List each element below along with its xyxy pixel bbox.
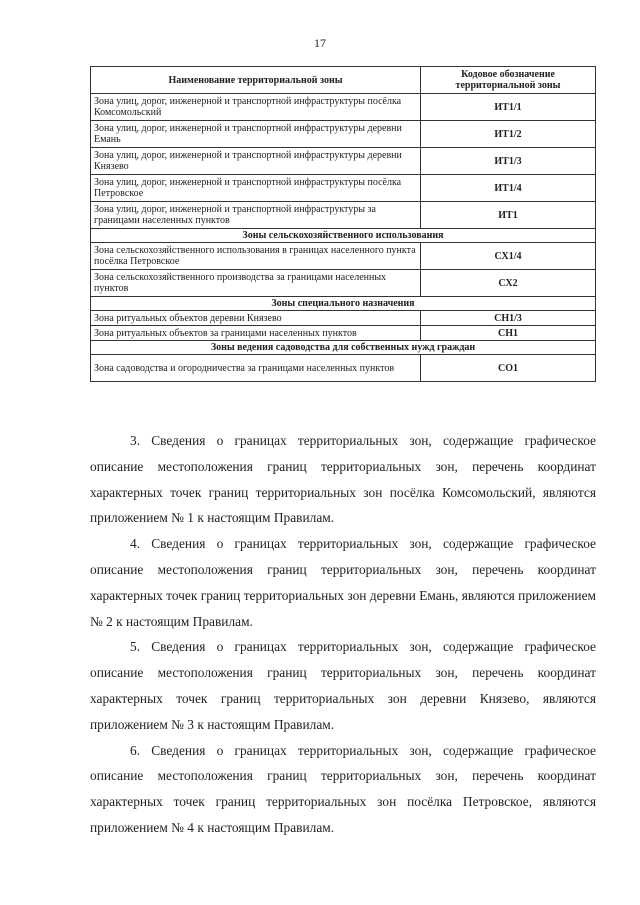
zone-name-cell: Зона улиц, дорог, инженерной и транспортной инфраструктуры посёлка Комсомольский [91, 94, 421, 121]
section-title: Зоны специального назначения [91, 297, 596, 311]
zone-code-cell: СН1 [421, 326, 596, 341]
zone-name-cell: Зона улиц, дорог, инженерной и транспортной инфраструктуры посёлка Петровское [91, 175, 421, 202]
table-section-row [91, 297, 596, 311]
paragraph: 3. Сведения о границах территориальных зон, содержащие графическое описание местоположения границ территориальных зон, перечень координат характерных точек границ территориальных зон посёлка Комсомольский, являются приложением № 1 к настоящим Правилам. [90, 433, 596, 526]
zone-name-cell: Зона ритуальных объектов деревни Князево [91, 311, 421, 326]
paragraph: 4. Сведения о границах территориальных зон, содержащие графическое описание местоположения границ территориальных зон, перечень координат характерных точек границ территориальных зон деревни Емань, являются приложением № 2 к настоящим Правилам. [90, 536, 596, 629]
paragraph: 6. Сведения о границах территориальных зон, содержащие графическое описание местоположения границ территориальных зон, перечень координат характерных точек границ территориальных зон посёлка Петровское, являются приложением № 4 к настоящим Правилам. [90, 742, 596, 835]
table-row [91, 202, 596, 229]
page-number: 17 [314, 36, 326, 50]
zone-code-cell: СН1/3 [421, 311, 596, 326]
zone-name-cell: Зона улиц, дорог, инженерной и транспортной инфраструктуры деревни Князево [91, 148, 421, 175]
header-zone-code: Кодовое обозначение территориальной зоны [421, 67, 596, 94]
zone-name-cell: Зона улиц, дорог, инженерной и транспортной инфраструктуры деревни Емань [91, 121, 421, 148]
zone-name-cell: Зона сельскохозяйственного использования в границах населенного пункта посёлка Петровское [91, 243, 421, 270]
zone-code-cell: СО1 [421, 355, 596, 382]
table-row [91, 94, 596, 121]
zone-code-cell: СХ1/4 [421, 243, 596, 270]
zone-code-cell: ИТ1/4 [421, 175, 596, 202]
body-text [90, 428, 596, 841]
zone-code-cell: ИТ1/3 [421, 148, 596, 175]
table-row [91, 311, 596, 326]
zone-name-cell: Зона ритуальных объектов за границами населенных пунктов [91, 326, 421, 341]
header-zone-name: Наименование территориальной зоны [91, 67, 421, 94]
section-title: Зоны сельскохозяйственного использования [91, 229, 596, 243]
zone-code-cell: ИТ1/1 [421, 94, 596, 121]
section-title: Зоны ведения садоводства для собственных нужд граждан [91, 341, 596, 355]
zone-code-cell: ИТ1 [421, 202, 596, 229]
table-row [91, 326, 596, 341]
table-row [91, 148, 596, 175]
table-section-row [91, 229, 596, 243]
paragraph: 5. Сведения о границах территориальных зон, содержащие графическое описание местоположения границ территориальных зон, перечень координат характерных точек границ территориальных зон деревни Князево, являются приложением № 3 к настоящим Правилам. [90, 639, 596, 732]
table-body [91, 94, 596, 382]
zone-code-cell: ИТ1/2 [421, 121, 596, 148]
territorial-zones-table [90, 66, 596, 382]
table-row [91, 121, 596, 148]
zone-code-cell: СХ2 [421, 270, 596, 297]
table-row [91, 175, 596, 202]
table-row [91, 270, 596, 297]
zone-name-cell: Зона садоводства и огородничества за границами населенных пунктов [91, 355, 421, 382]
table-row [91, 243, 596, 270]
table-row [91, 355, 596, 382]
table-header-row [91, 67, 596, 94]
zone-name-cell: Зона сельскохозяйственного производства за границами населенных пунктов [91, 270, 421, 297]
table-section-row [91, 341, 596, 355]
zone-name-cell: Зона улиц, дорог, инженерной и транспортной инфраструктуры за границами населенных пунктов [91, 202, 421, 229]
